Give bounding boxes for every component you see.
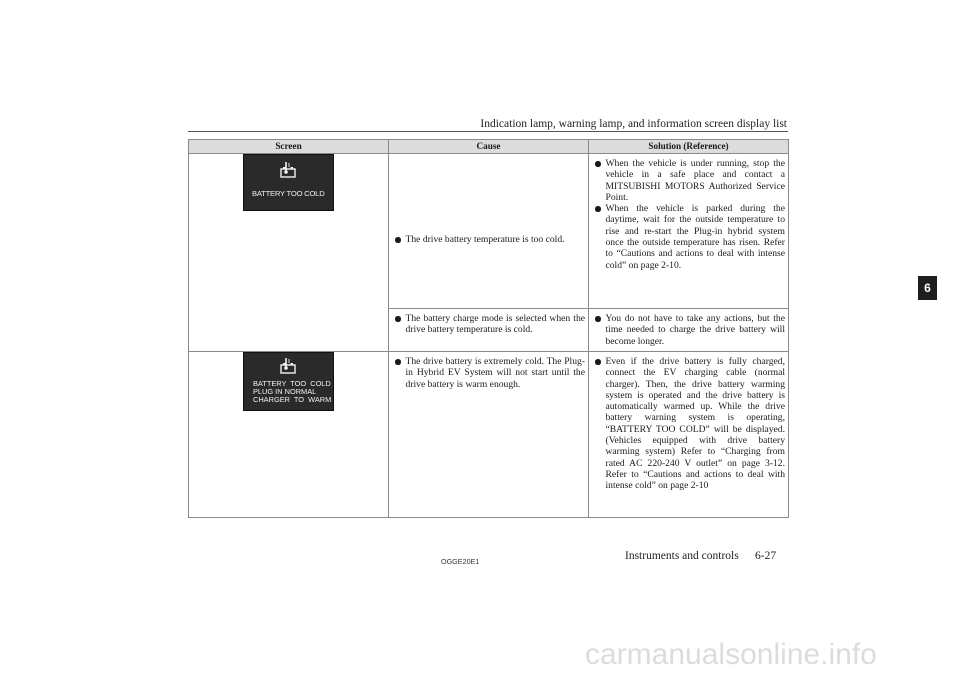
site-watermark: carmanualsonline.info [585,638,877,671]
chapter-tab-marker: 6 [918,276,937,300]
footer-page-number: 6-27 [755,550,777,562]
table-row [189,352,789,518]
column-header-solution: Solution (Reference) [589,140,789,154]
display-text-line: PLUG IN NORMAL [253,387,317,397]
solution-item: When the vehicle is under running, stop the vehicle in a safe place and contact a MITSUBISHI MOTORS Authorized Service Point. [593,158,785,203]
table-header-row [189,140,789,154]
battery-thermometer-icon [278,161,298,179]
footer-section-title: Instruments and controls [625,550,739,562]
display-text-line: BATTERY TOO COLD [252,189,325,198]
battery-too-cold-display [243,154,334,211]
bullet-icon [595,161,601,167]
screen-cell [189,154,389,352]
column-header-screen: Screen [189,140,389,154]
bullet-icon [395,359,401,365]
solution-item: When the vehicle is parked during the daytime, wait for the outside temperature to rise and re-start the Plug-in hybrid system once the outside temperature has risen. Refer to “Cautions and actions to deal with intense cold” on page 2-10. [593,203,785,271]
bullet-icon [595,316,601,322]
bullet-icon [595,359,601,365]
page-header-title: Indication lamp, warning lamp, and information screen display list [480,118,787,130]
header-rule [188,131,788,132]
screen-cell [189,352,389,518]
cause-item: The drive battery is extremely cold. The Plug-in Hybrid EV System will not start until the drive battery is warm enough. [393,356,585,390]
solution-cell [589,154,789,309]
table-row [189,154,789,309]
solution-item: Even if the drive battery is fully charged, connect the EV charging cable (normal charger). Then, the drive battery warming system is operated and the drive battery is automatically warmed up. While the drive battery warning system is operating, “BATTERY TOO COLD” will be displayed. (Vehicles equipped with drive battery warming system) Refer to “Charging from rated AC 220-240 V outlet” on page 3-12. Refer to “Cautions and actions to deal with intense cold” on page 2-10 [593,356,785,492]
bullet-icon [395,237,401,243]
solution-cell [589,309,789,352]
indicator-table [188,139,789,518]
solution-cell [589,352,789,518]
battery-thermometer-icon [278,357,298,375]
column-header-cause: Cause [389,140,589,154]
solution-item: You do not have to take any actions, but the time needed to charge the drive battery will become longer. [593,313,785,347]
cause-item: The drive battery temperature is too cold. [393,234,585,245]
cause-cell [389,309,589,352]
battery-too-cold-plug-in-display [243,352,334,411]
cause-cell [389,154,589,309]
bullet-icon [595,206,601,212]
bullet-icon [395,316,401,322]
cause-cell [389,352,589,518]
display-text-line: CHARGER TO WARM [253,395,332,405]
cause-item: The battery charge mode is selected when the drive battery temperature is cold. [393,313,585,336]
footer-document-code: OGGE20E1 [441,557,480,566]
display-text-line: BATTERY TOO COLD [253,379,331,388]
